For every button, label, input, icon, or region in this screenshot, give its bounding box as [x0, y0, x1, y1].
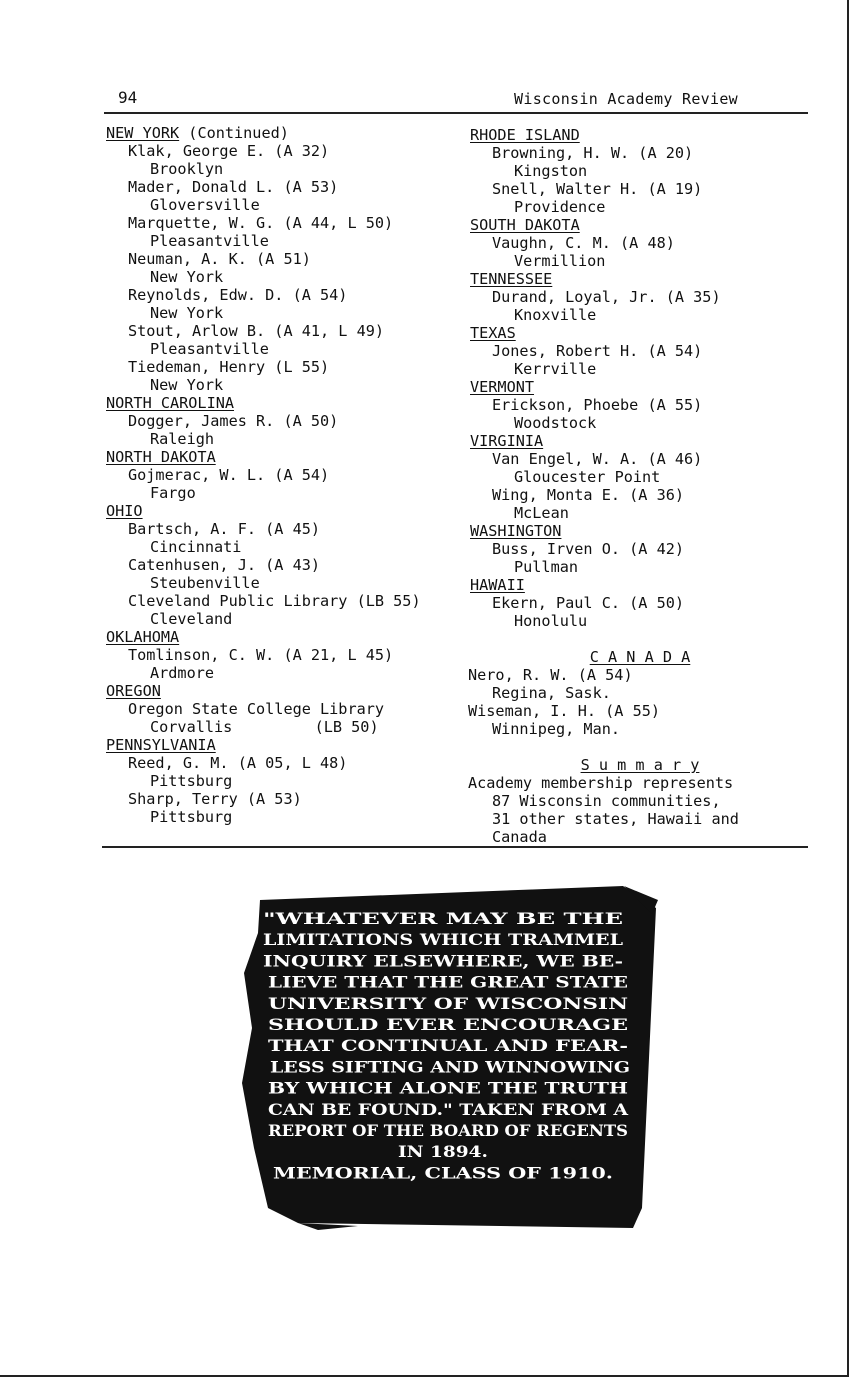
entry-text: Mader, Donald L. (A 53) [128, 178, 339, 196]
entry-text: 87 Wisconsin communities, [492, 792, 721, 810]
entry-line [468, 702, 660, 720]
entry-text: Ardmore [150, 664, 215, 682]
entry-text: Ekern, Paul C. (A 50) [492, 594, 685, 612]
entry-line [150, 772, 232, 790]
section-heading: SOUTH DAKOTA [470, 216, 580, 234]
entry-line [128, 412, 338, 430]
entry-text: Snell, Walter H. (A 19) [492, 180, 703, 198]
plaque-line: BY WHICH ALONE THE TRUTH [268, 1078, 628, 1098]
entry-line [514, 162, 587, 180]
entry-line [492, 450, 702, 468]
entry-text: Browning, H. W. (A 20) [492, 144, 694, 162]
entry-line [150, 808, 232, 826]
section-heading: C A N A D A [589, 648, 691, 666]
entry-line [492, 234, 675, 252]
entry-line [150, 610, 232, 628]
state-heading-line [106, 628, 179, 646]
entry-line [128, 142, 329, 160]
entry-text: Marquette, W. G. (A 44, L 50) [128, 214, 394, 232]
entry-line [492, 720, 620, 738]
entry-line [150, 376, 223, 394]
plaque-line: THAT CONTINUAL AND FEAR- [268, 1036, 628, 1056]
entry-text: Pleasantville [150, 340, 269, 358]
entry-line [150, 160, 223, 178]
entry-line [492, 594, 684, 612]
entry-text: Raleigh [150, 430, 215, 448]
entry-text: Kingston [514, 162, 588, 180]
entry-text: Jones, Robert H. (A 54) [492, 342, 703, 360]
plaque-line: IN 1894. [398, 1142, 488, 1162]
state-heading-line [106, 394, 234, 412]
entry-text: Reed, G. M. (A 05, L 48) [128, 754, 348, 772]
entry-text: 31 other states, Hawaii and [492, 810, 739, 828]
entry-line [150, 232, 269, 250]
section-heading: OREGON [106, 682, 161, 700]
entry-text: Honolulu [514, 612, 588, 630]
entry-line [492, 342, 702, 360]
entry-line [492, 288, 721, 306]
section-heading: OKLAHOMA [106, 628, 180, 646]
entry-line [128, 250, 311, 268]
state-heading-line [106, 682, 161, 700]
entry-line [150, 340, 269, 358]
entry-line [128, 754, 347, 772]
section-heading: RHODE ISLAND [470, 126, 580, 144]
state-heading-line [106, 502, 143, 520]
plaque-line: MEMORIAL, CLASS OF 1910. [273, 1163, 613, 1183]
entry-line [492, 684, 611, 702]
entry-text: Canada [492, 828, 547, 846]
entry-line [492, 144, 693, 162]
entry-line [514, 504, 569, 522]
state-heading-line [470, 270, 552, 288]
state-heading-line [470, 324, 516, 342]
plaque-line: INQUIRY ELSEWHERE, WE BE- [263, 951, 623, 971]
entry-line [150, 430, 214, 448]
memorial-plaque-image [238, 878, 658, 1230]
state-heading-line [470, 432, 543, 450]
entry-line [128, 700, 384, 718]
entry-text: New York [150, 376, 224, 394]
entry-text: Erickson, Phoebe (A 55) [492, 396, 703, 414]
entry-line [492, 396, 702, 414]
state-heading-line [470, 522, 561, 540]
entry-text: Providence [514, 198, 606, 216]
entry-text: Pittsburg [150, 772, 233, 790]
entry-line [128, 466, 329, 484]
state-heading-line [470, 126, 580, 144]
plaque-line: REPORT OF THE BOARD OF REGENTS [268, 1121, 628, 1140]
section-heading: S u m m a r y [580, 756, 700, 774]
entry-text: Vermillion [514, 252, 606, 270]
entry-text: Pleasantville [150, 232, 269, 250]
entry-line [150, 304, 223, 322]
entry-line [514, 198, 605, 216]
entry-text: Nero, R. W. (A 54) [468, 666, 633, 684]
entry-text: Gloversville [150, 196, 260, 214]
entry-text: Academy membership represents [468, 774, 734, 792]
section-heading: VIRGINIA [470, 432, 544, 450]
entry-text: Reynolds, Edw. D. (A 54) [128, 286, 348, 304]
entry-line [128, 592, 421, 610]
entry-line [128, 322, 384, 340]
entry-text: New York [150, 304, 224, 322]
entry-text: Stout, Arlow B. (A 41, L 49) [128, 322, 385, 340]
entry-line [128, 790, 302, 808]
page-header [104, 88, 808, 114]
entry-text: Fargo [150, 484, 196, 502]
entry-text: Durand, Loyal, Jr. (A 35) [492, 288, 721, 306]
entry-line [128, 556, 320, 574]
section-heading: WASHINGTON [470, 522, 562, 540]
page-number: 94 [118, 88, 138, 107]
entry-text: Regina, Sask. [492, 684, 611, 702]
plaque-line: CAN BE FOUND." TAKEN FROM A [268, 1099, 630, 1119]
section-heading: NORTH DAKOTA [106, 448, 216, 466]
plaque-line: UNIVERSITY OF WISCONSIN [268, 993, 628, 1013]
heading-suffix: (Continued) [179, 124, 289, 142]
entry-text: Kerrville [514, 360, 597, 378]
entry-line [150, 196, 260, 214]
entry-line [128, 358, 329, 376]
section-heading: HAWAII [470, 576, 525, 594]
section-heading: VERMONT [470, 378, 535, 396]
state-heading-line [470, 378, 534, 396]
entry-text: Vaughn, C. M. (A 48) [492, 234, 675, 252]
entry-line [150, 538, 241, 556]
entry-line [514, 360, 596, 378]
state-heading-line [470, 576, 525, 594]
entry-text: Oregon State College Library [128, 700, 385, 718]
entry-line [128, 520, 320, 538]
state-heading-line [106, 736, 216, 754]
state-heading-line [106, 448, 216, 466]
entry-text: McLean [514, 504, 569, 522]
entry-text: Woodstock [514, 414, 597, 432]
entry-text: Corvallis (LB 50) [150, 718, 379, 736]
entry-line [492, 180, 702, 198]
entry-line [128, 286, 347, 304]
entry-line [150, 484, 196, 502]
entry-text: Catenhusen, J. (A 43) [128, 556, 321, 574]
section-heading: PENNSYLVANIA [106, 736, 216, 754]
entry-text: Klak, George E. (A 32) [128, 142, 330, 160]
entry-text: Winnipeg, Man. [492, 720, 621, 738]
entry-text: Gojmerac, W. L. (A 54) [128, 466, 330, 484]
plaque-line: LIEVE THAT THE GREAT STATE [268, 972, 629, 992]
plaque-line: "WHATEVER MAY BE THE [263, 909, 624, 928]
entry-text: Neuman, A. K. (A 51) [128, 250, 311, 268]
entry-text: Buss, Irven O. (A 42) [492, 540, 685, 558]
entry-line [514, 612, 587, 630]
entry-line [550, 756, 730, 774]
journal-title: Wisconsin Academy Review [514, 90, 738, 108]
entry-text: Pullman [514, 558, 579, 576]
entry-line [150, 574, 260, 592]
section-divider [102, 846, 808, 848]
entry-text: Tiedeman, Henry (L 55) [128, 358, 330, 376]
entry-line [492, 486, 684, 504]
state-heading-line [106, 124, 289, 142]
entry-text: Knoxville [514, 306, 597, 324]
entry-text: Sharp, Terry (A 53) [128, 790, 302, 808]
entry-line [514, 558, 578, 576]
entry-line [468, 666, 633, 684]
entry-line [492, 540, 684, 558]
entry-text: Van Engel, W. A. (A 46) [492, 450, 703, 468]
entry-text: Cleveland [150, 610, 233, 628]
entry-line [550, 648, 730, 666]
entry-line [150, 268, 223, 286]
entry-line [514, 252, 605, 270]
entry-line [514, 414, 596, 432]
entry-line [468, 774, 733, 792]
entry-line [150, 718, 379, 736]
entry-line [128, 646, 393, 664]
entry-text: Bartsch, A. F. (A 45) [128, 520, 321, 538]
entry-text: Wiseman, I. H. (A 55) [468, 702, 661, 720]
section-heading: TEXAS [470, 324, 516, 342]
entry-text: New York [150, 268, 224, 286]
entry-line [514, 468, 660, 486]
entry-line [492, 792, 721, 810]
entry-line [492, 828, 547, 846]
entry-text: Dogger, James R. (A 50) [128, 412, 339, 430]
plaque-line: SHOULD EVER ENCOURAGE [268, 1015, 629, 1034]
entry-text: Wing, Monta E. (A 36) [492, 486, 685, 504]
section-heading: OHIO [106, 502, 143, 520]
section-heading: NORTH CAROLINA [106, 394, 235, 412]
entry-line [128, 214, 393, 232]
entry-line [150, 664, 214, 682]
entry-text: Tomlinson, C. W. (A 21, L 45) [128, 646, 394, 664]
state-heading-line [470, 216, 580, 234]
entry-text: Brooklyn [150, 160, 224, 178]
plaque-line: LIMITATIONS WHICH TRAMMEL [263, 930, 624, 950]
section-heading: NEW YORK [106, 124, 180, 142]
entry-line [492, 810, 739, 828]
entry-text: Cincinnati [150, 538, 242, 556]
entry-line [128, 178, 338, 196]
entry-text: Pittsburg [150, 808, 233, 826]
plaque-line: LESS SIFTING AND WINNOWING [270, 1057, 630, 1077]
entry-line [514, 306, 596, 324]
section-heading: TENNESSEE [470, 270, 553, 288]
entry-text: Gloucester Point [514, 468, 661, 486]
entry-text: Cleveland Public Library (LB 55) [128, 592, 421, 610]
entry-text: Steubenville [150, 574, 260, 592]
